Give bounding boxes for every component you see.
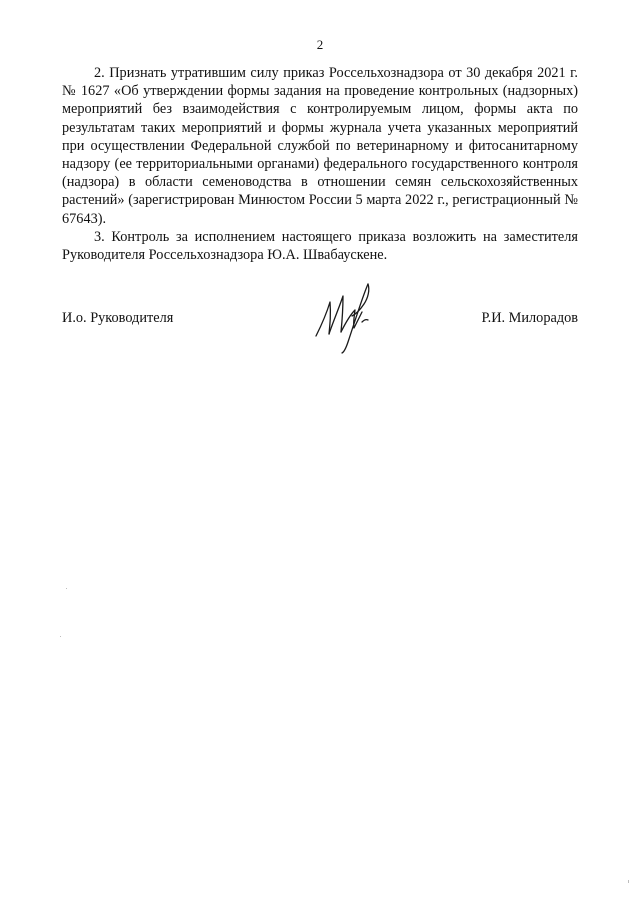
handwritten-signature-icon [310, 278, 382, 354]
signature-block [62, 310, 578, 380]
scan-speck [60, 636, 61, 637]
document-body [62, 64, 578, 264]
page-number: 2 [316, 37, 324, 52]
paragraph-2: 2. Признать утратившим силу приказ Россельхознадзора от 30 декабря 2021 г. № 1627 «Об утверждении формы задания на проведение контрольных (надзорных) мероприятий без взаимодействия с контролируемым лицом, формы акта по результатам таких мероприятий и формы журнала учета указанных мероприятий при осуществлении Федеральной службой по ветеринарному и фитосанитарному надзору (ее территориальными органами) федерального государственного контроля (надзора) в области семеноводства в отношении семян сельскохозяйственных растений» (зарегистрирован Минюстом России 5 марта 2022 г., регистрационный № 67643). [62, 65, 578, 227]
scan-speck [628, 880, 629, 883]
scan-speck [66, 588, 67, 589]
signer-name: Р.И. Милорадов [481, 310, 578, 326]
paragraph-3: 3. Контроль за исполнением настоящего приказа возложить на заместителя Руководителя Россельхознадзора Ю.А. Швабаускене. [62, 228, 578, 264]
signer-position-title: И.о. Руководителя [62, 310, 174, 326]
